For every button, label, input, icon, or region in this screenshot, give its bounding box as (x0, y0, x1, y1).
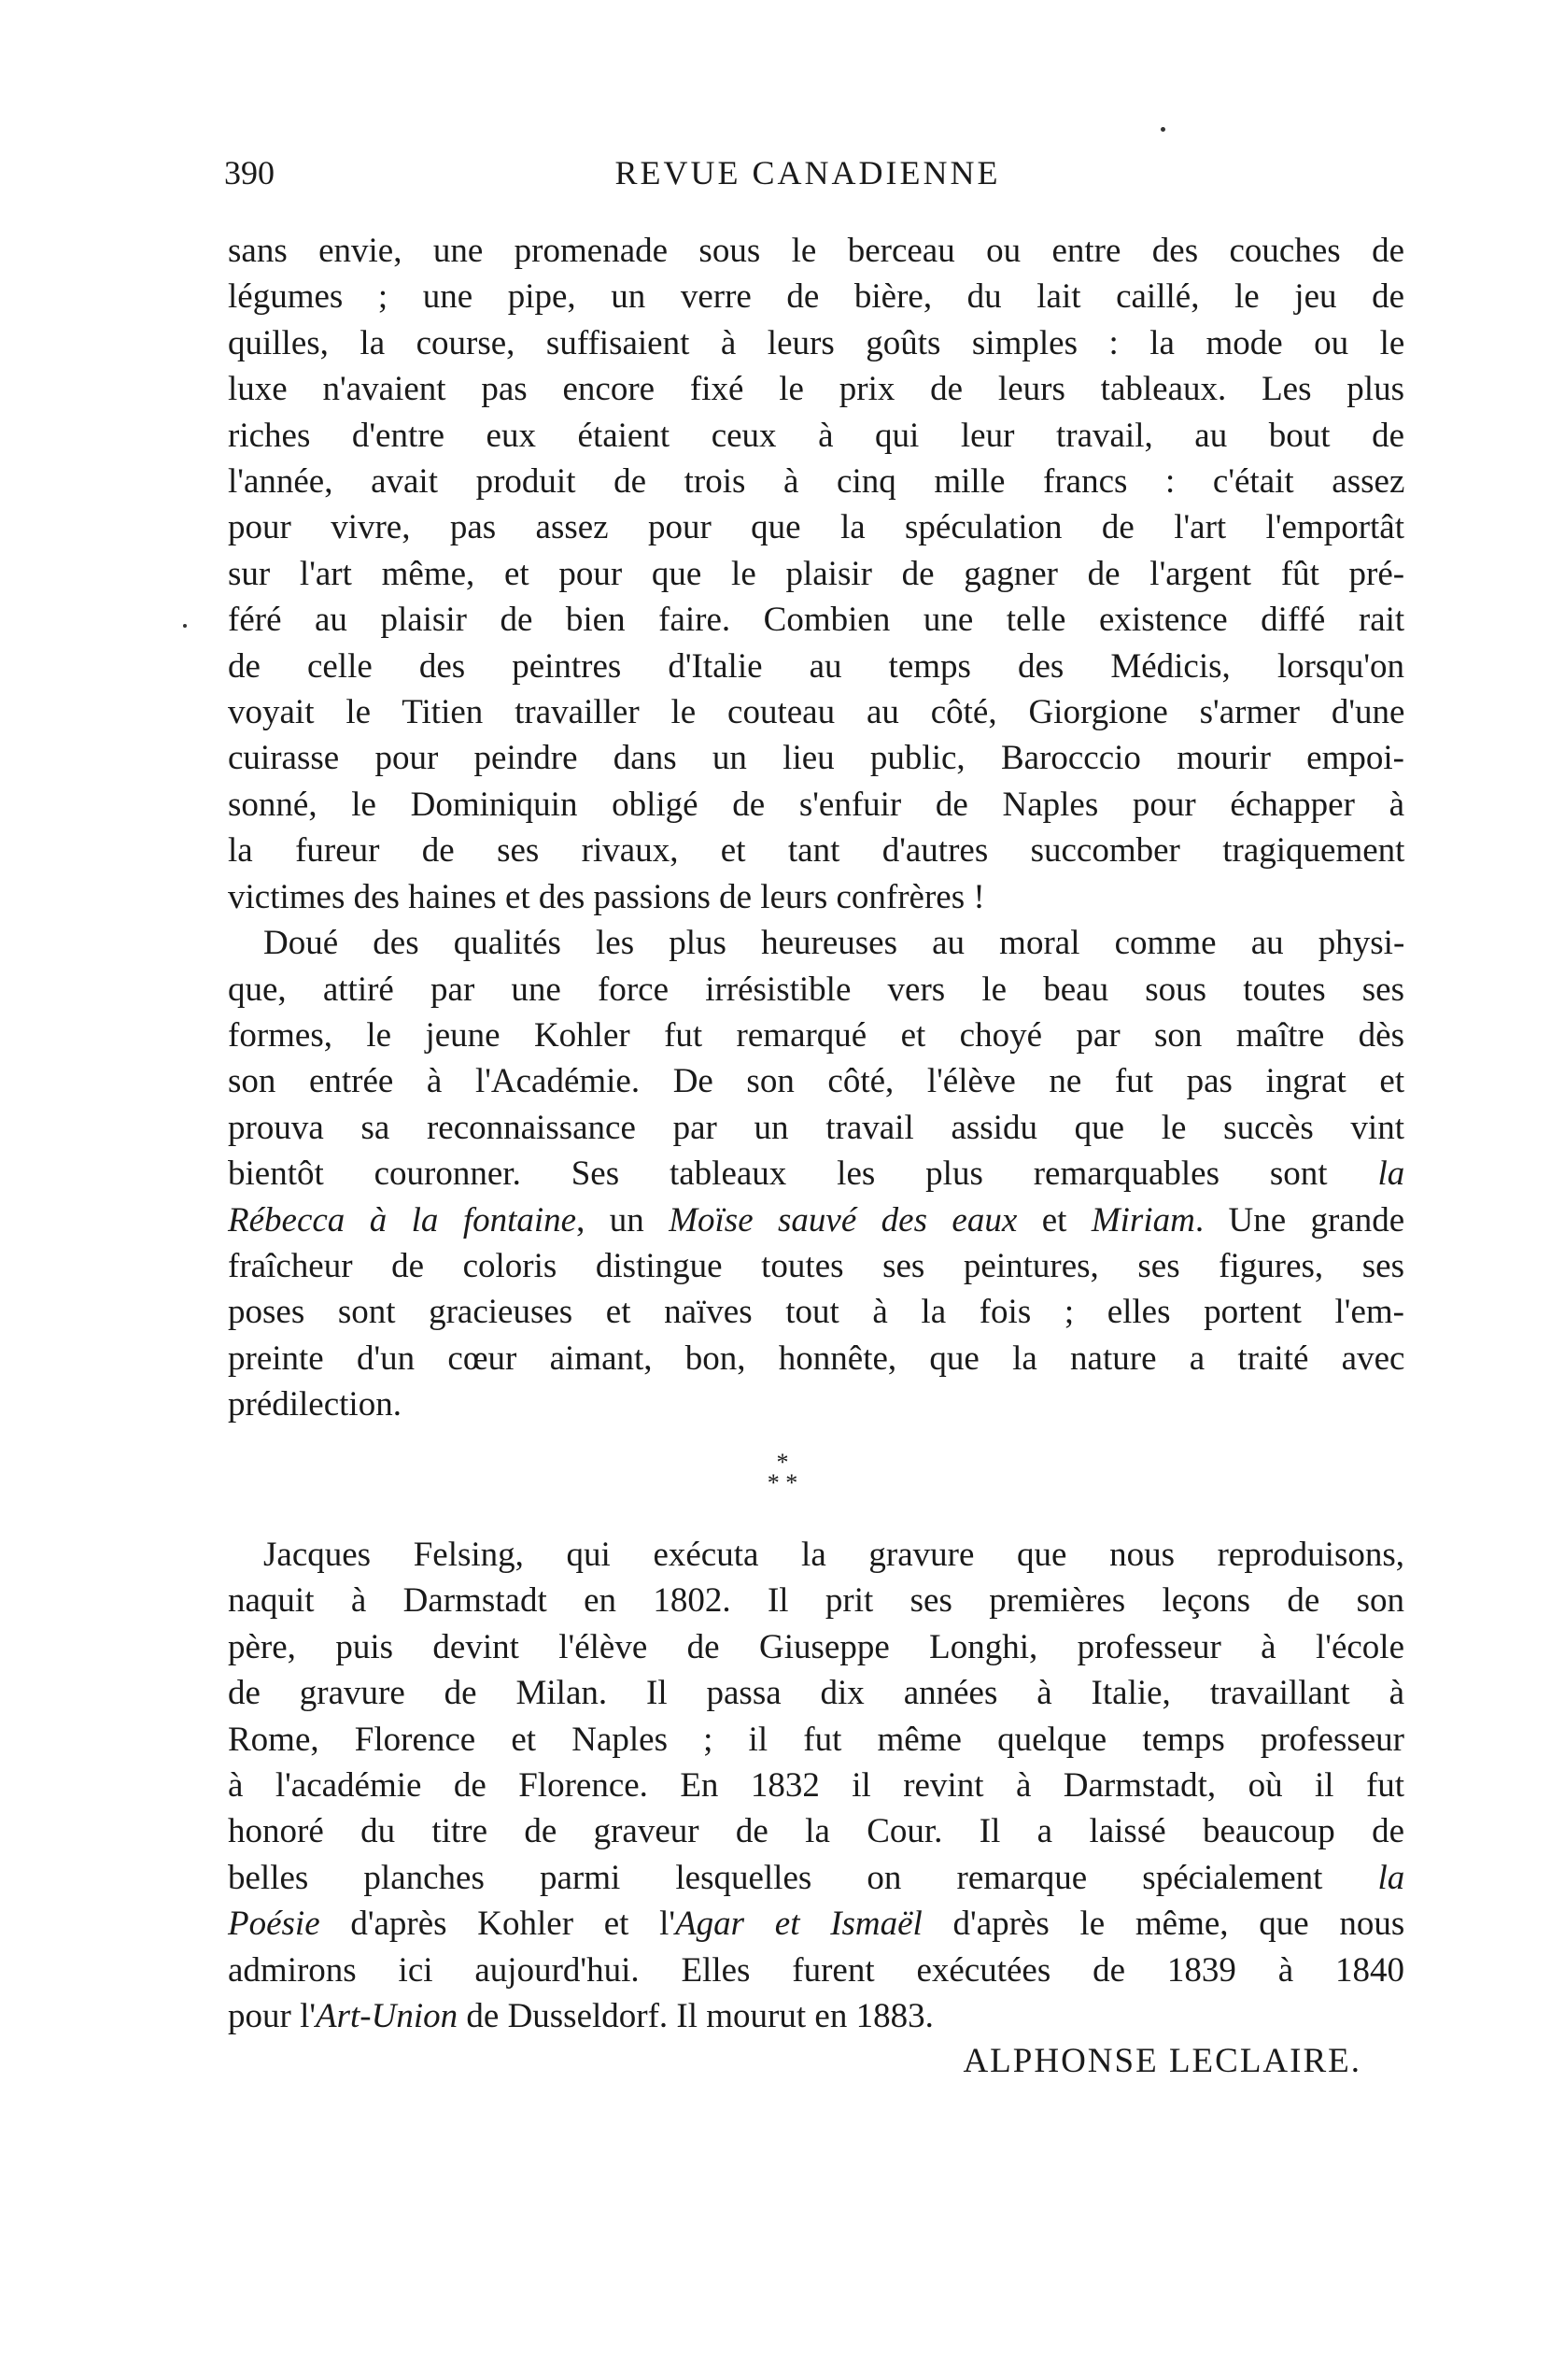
text-line: l'année, avait produit de trois à cinq mille francs : c'était assez (228, 462, 1405, 502)
text-segment: d'après Kohler et l' (319, 1905, 676, 1944)
page-number: 390 (224, 154, 275, 191)
text-segment: bientôt couronner. Ses tableaux les plus remarquables sont (228, 1155, 1328, 1194)
separator-stars-bottom: * * (767, 1469, 798, 1496)
artwork-title: Rébecca à la fontaine (228, 1200, 577, 1240)
ink-speck (1161, 127, 1165, 132)
text-line: Rome, Florence et Naples ; il fut même quelque temps professeur (228, 1720, 1404, 1759)
text-line: père, puis devint l'élève de Giuseppe Longhi, professeur à l'école (228, 1627, 1404, 1666)
text-line: sonné, le Dominiquin obligé de s'enfuir de Naples pour échapper à (228, 785, 1404, 824)
text-line: à l'académie de Florence. En 1832 il revint à Darmstadt, où il fut (228, 1766, 1405, 1806)
artwork-title: Miriam (1091, 1200, 1195, 1240)
text-line: de celle des peintres d'Italie au temps des Médicis, lorsqu'on (228, 646, 1404, 686)
text-line-with-title (228, 1855, 1404, 1901)
text-line: cuirasse pour peindre dans un lieu public, Barocccio mourir empoi- (228, 739, 1404, 778)
text-line: la fureur de ses rivaux, et tant d'autres succomber tragiquement (228, 831, 1405, 871)
text-line-with-title (228, 1151, 1404, 1197)
text-line: prouva sa reconnaissance par un travail assidu que le succès vint (228, 1108, 1404, 1147)
text-segment: d'après le même, que nous (922, 1905, 1405, 1944)
text-segment: , un (576, 1200, 670, 1240)
page-header (224, 149, 1391, 196)
text-line: voyait le Titien travailler le couteau au côté, Giorgione s'armer d'une (228, 693, 1405, 732)
artwork-title: Moïse sauvé des eaux (669, 1200, 1018, 1240)
artwork-title: Poésie (228, 1905, 320, 1944)
text-line: fraîcheur de coloris distingue toutes ses peintures, ses figures, ses (228, 1246, 1404, 1285)
text-segment: . Une grande (1194, 1200, 1405, 1240)
text-line: que, attiré par une force irrésistible vers le beau sous toutes ses (228, 970, 1404, 1009)
running-title: REVUE CANADIENNE (614, 154, 1001, 191)
text-line: riches d'entre eux étaient ceux à qui leur travail, au bout de (228, 416, 1404, 455)
text-line: luxe n'avaient pas encore fixé le prix de leurs tableaux. Les plus (228, 370, 1404, 409)
artwork-title: Art-Union (316, 1997, 458, 2036)
ink-speck (183, 624, 187, 628)
text-segment: belles planches parmi lesquelles on remarque spécialement (228, 1858, 1323, 1897)
paragraph-2 (228, 920, 1404, 1427)
text-line: sans envie, une promenade sous le berceau ou entre des couches de (228, 232, 1404, 270)
body-text-upper (228, 228, 1404, 1428)
text-segment: de Dusseldorf. Il mourut en 1883. (458, 1997, 934, 2036)
text-line: prédilection. (228, 1385, 402, 1424)
artwork-title: la (1377, 1155, 1405, 1194)
text-segment: pour l' (228, 1997, 317, 2036)
paragraph-1 (228, 228, 1404, 920)
text-line: pour vivre, pas assez pour que la spéculation de l'art l'emportât (228, 508, 1404, 547)
text-line: formes, le jeune Kohler fut remarqué et choyé par son maître dès (228, 1015, 1404, 1055)
text-line-with-title (228, 1993, 1404, 2039)
separator-star-top: * (776, 1449, 789, 1476)
text-line: de gravure de Milan. Il passa dix années à Italie, travaillant à (228, 1674, 1404, 1713)
text-line: preinte d'un cœur aimant, bon, honnête, que la nature a traité avec (228, 1339, 1405, 1378)
text-line: sur l'art même, et pour que le plaisir de gagner de l'argent fût pré- (228, 554, 1405, 593)
author-signature: ALPHONSE LECLAIRE. (963, 2042, 1361, 2080)
text-line: naquit à Darmstadt en 1802. Il prit ses premières leçons de son (228, 1581, 1404, 1621)
paragraph-3 (228, 1532, 1404, 2039)
text-line: quilles, la course, suffisaient à leurs goûts simples : la mode ou le (228, 323, 1405, 362)
text-line-with-titles (228, 1197, 1404, 1243)
text-line: victimes des haines et des passions de leurs confrères ! (228, 877, 985, 916)
text-line: admirons ici aujourd'hui. Elles furent exécutées de 1839 à 1840 (228, 1950, 1404, 1990)
artwork-title: Agar et Ismaël (675, 1905, 923, 1944)
section-separator (0, 1449, 1565, 1496)
artwork-title: la (1377, 1858, 1405, 1897)
text-line: Jacques Felsing, qui exécuta la gravure que nous reproduisons, (263, 1536, 1404, 1574)
text-line: féré au plaisir de bien faire. Combien une telle existence diffé rait (228, 601, 1405, 640)
text-line: son entrée à l'Académie. De son côté, l'élève ne fut pas ingrat et (228, 1062, 1405, 1101)
text-line-with-titles (228, 1901, 1404, 1947)
text-line: poses sont gracieuses et naïves tout à la fois ; elles portent l'em- (228, 1293, 1404, 1332)
text-line: honoré du titre de graveur de la Cour. Il a laissé beaucoup de (228, 1812, 1404, 1851)
text-segment: et (1017, 1200, 1092, 1240)
text-line: Doué des qualités les plus heureuses au moral comme au physi- (263, 924, 1405, 963)
text-line: légumes ; une pipe, un verre de bière, du lait caillé, le jeu de (228, 277, 1404, 317)
